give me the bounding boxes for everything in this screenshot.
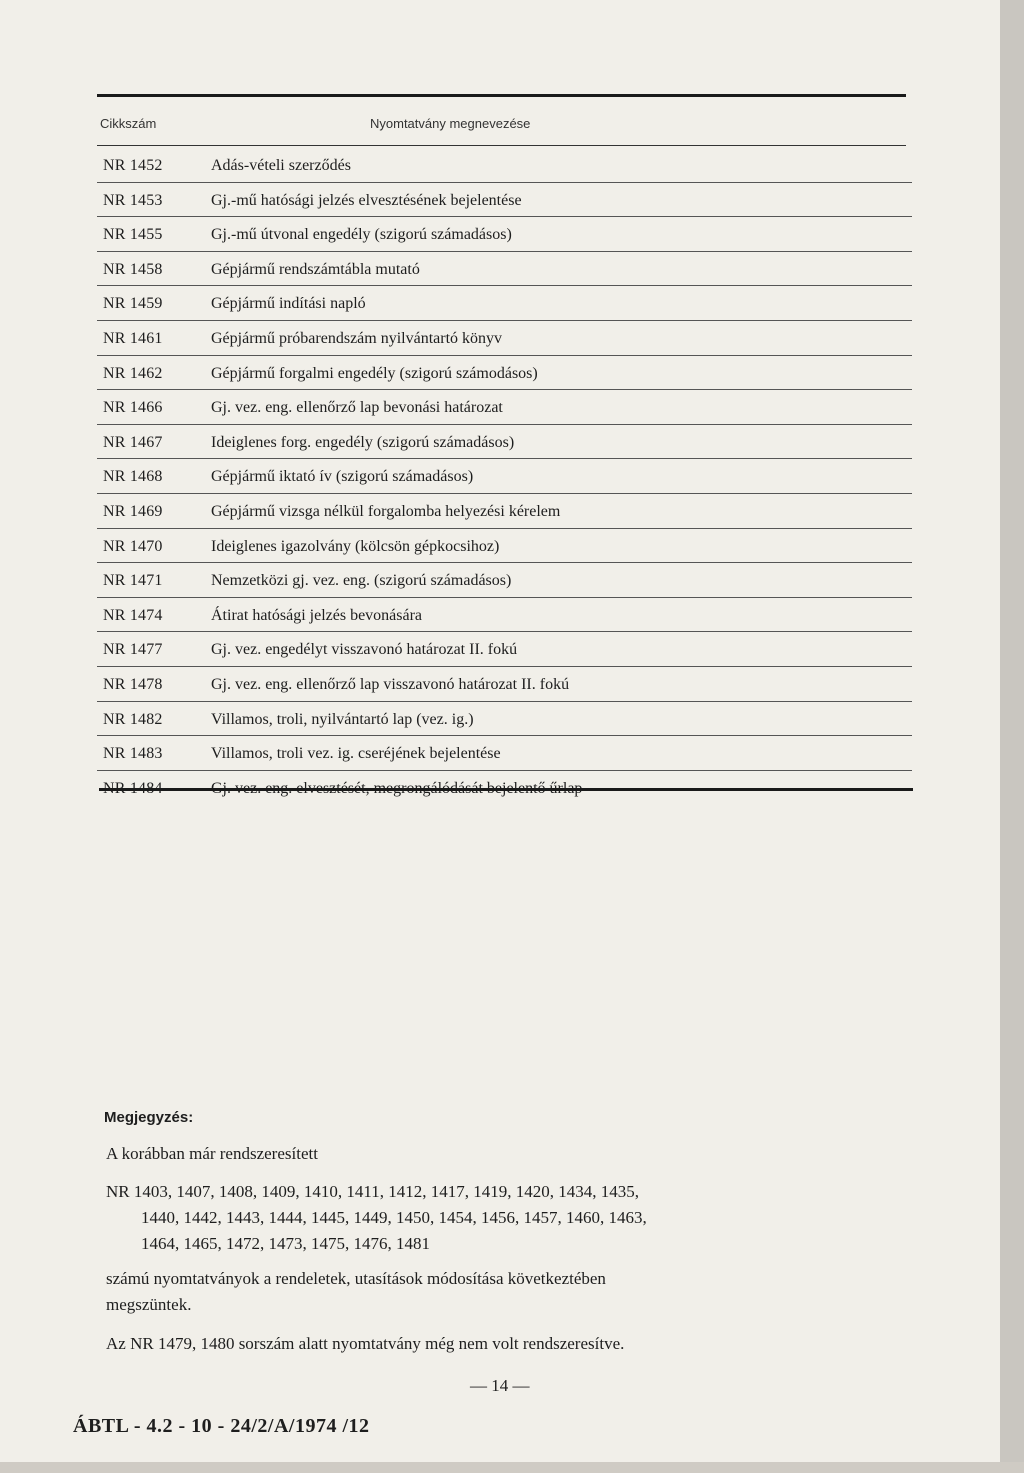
row-code: NR 1471 bbox=[103, 572, 163, 590]
row-code: NR 1453 bbox=[103, 191, 163, 209]
table-row bbox=[97, 390, 912, 425]
number-list-line: NR 1403, 1407, 1408, 1409, 1410, 1411, 1412, 1417, 1419, 1420, 1434, 1435, bbox=[106, 1182, 639, 1201]
row-name: Gépjármű próbarendszám nyilvántartó könyv bbox=[211, 329, 503, 347]
page-number: — 14 — bbox=[470, 1376, 530, 1395]
header-name-label: Nyomtatvány megnevezése bbox=[370, 116, 531, 131]
table-row bbox=[97, 563, 912, 598]
row-name: Villamos, troli vez. ig. cseréjének bejelentése bbox=[211, 745, 501, 763]
table-row bbox=[97, 494, 912, 529]
row-name: Gépjármű rendszámtábla mutató bbox=[211, 260, 420, 278]
table-row bbox=[97, 529, 912, 564]
table-row bbox=[97, 286, 912, 321]
bottom-rule bbox=[99, 788, 913, 791]
explanation-line: megszüntek. bbox=[106, 1295, 192, 1314]
table-row bbox=[97, 667, 912, 702]
table-row bbox=[97, 183, 912, 218]
archive-reference: ÁBTL - 4.2 - 10 - 24/2/A/1974 /12 bbox=[73, 1415, 370, 1437]
row-name: Villamos, troli, nyilvántartó lap (vez. ig.) bbox=[211, 710, 474, 728]
bottom-band bbox=[0, 1462, 1024, 1473]
number-list-line: 1464, 1465, 1472, 1473, 1475, 1476, 1481 bbox=[141, 1234, 430, 1253]
row-code: NR 1474 bbox=[103, 606, 163, 624]
row-code: NR 1461 bbox=[103, 329, 163, 347]
table-row bbox=[97, 459, 912, 494]
table-row bbox=[97, 321, 912, 356]
row-name: Gj. vez. engedélyt visszavonó határozat II. fokú bbox=[211, 641, 518, 659]
row-code: NR 1483 bbox=[103, 745, 163, 763]
table-row bbox=[97, 356, 912, 391]
row-name: Gj. vez. eng. ellenőrző lap bevonási határozat bbox=[211, 399, 503, 417]
row-code: NR 1478 bbox=[103, 675, 163, 693]
row-code: NR 1459 bbox=[103, 295, 163, 313]
table-row bbox=[97, 425, 912, 460]
row-name: Adás-vételi szerződés bbox=[211, 157, 351, 174]
row-name: Gj.-mű útvonal engedély (szigorú számadásos) bbox=[211, 226, 512, 244]
row-code: NR 1462 bbox=[103, 364, 163, 382]
note-intro: A korábban már rendszeresített bbox=[106, 1144, 318, 1163]
forms-table bbox=[97, 148, 912, 804]
table-row bbox=[97, 252, 912, 287]
table-row bbox=[97, 736, 912, 771]
top-rule bbox=[97, 94, 906, 97]
header-rule bbox=[97, 145, 906, 146]
row-name: Ideiglenes forg. engedély (szigorú számadásos) bbox=[211, 433, 515, 451]
row-code: NR 1468 bbox=[103, 468, 163, 486]
note-final: Az NR 1479, 1480 sorszám alatt nyomtatvány még nem volt rendszeresítve. bbox=[106, 1334, 625, 1353]
row-code: NR 1470 bbox=[103, 537, 163, 555]
row-name: Gj. vez. eng. ellenőrző lap visszavonó határozat II. fokú bbox=[211, 675, 570, 693]
page-edge bbox=[1000, 0, 1024, 1473]
row-code: NR 1458 bbox=[103, 260, 163, 278]
header-code-label: Cikkszám bbox=[100, 116, 157, 131]
row-name: Gépjármű iktató ív (szigorú számadásos) bbox=[211, 468, 474, 486]
table-row bbox=[97, 598, 912, 633]
note-title: Megjegyzés: bbox=[104, 1109, 194, 1126]
explanation-line: számú nyomtatványok a rendeletek, utasítások módosítása következtében bbox=[106, 1269, 606, 1288]
row-name: Gj.-mű hatósági jelzés elvesztésének bejelentése bbox=[211, 191, 522, 209]
table-row bbox=[97, 632, 912, 667]
row-name: Nemzetközi gj. vez. eng. (szigorú számadásos) bbox=[211, 572, 512, 590]
row-name: Ideiglenes igazolvány (kölcsön gépkocsihoz) bbox=[211, 537, 500, 555]
note-number-list bbox=[106, 1179, 826, 1257]
row-code: NR 1482 bbox=[103, 710, 163, 728]
row-name: Gépjármű forgalmi engedély (szigorú számodásos) bbox=[211, 364, 538, 382]
row-code: NR 1466 bbox=[103, 399, 163, 417]
row-code: NR 1452 bbox=[103, 157, 163, 174]
number-list-line: 1440, 1442, 1443, 1444, 1445, 1449, 1450, 1454, 1456, 1457, 1460, 1463, bbox=[141, 1208, 647, 1227]
table-row bbox=[97, 217, 912, 252]
note-explanation bbox=[106, 1266, 826, 1318]
row-code: NR 1469 bbox=[103, 502, 163, 520]
row-code: NR 1467 bbox=[103, 433, 163, 451]
row-code: NR 1455 bbox=[103, 226, 163, 244]
table-row bbox=[97, 148, 912, 183]
row-code: NR 1477 bbox=[103, 641, 163, 659]
row-name: Átirat hatósági jelzés bevonására bbox=[211, 606, 423, 624]
row-name: Gépjármű vizsga nélkül forgalomba helyezési kérelem bbox=[211, 502, 561, 520]
row-name: Gépjármű indítási napló bbox=[211, 295, 366, 313]
table-row bbox=[97, 702, 912, 737]
